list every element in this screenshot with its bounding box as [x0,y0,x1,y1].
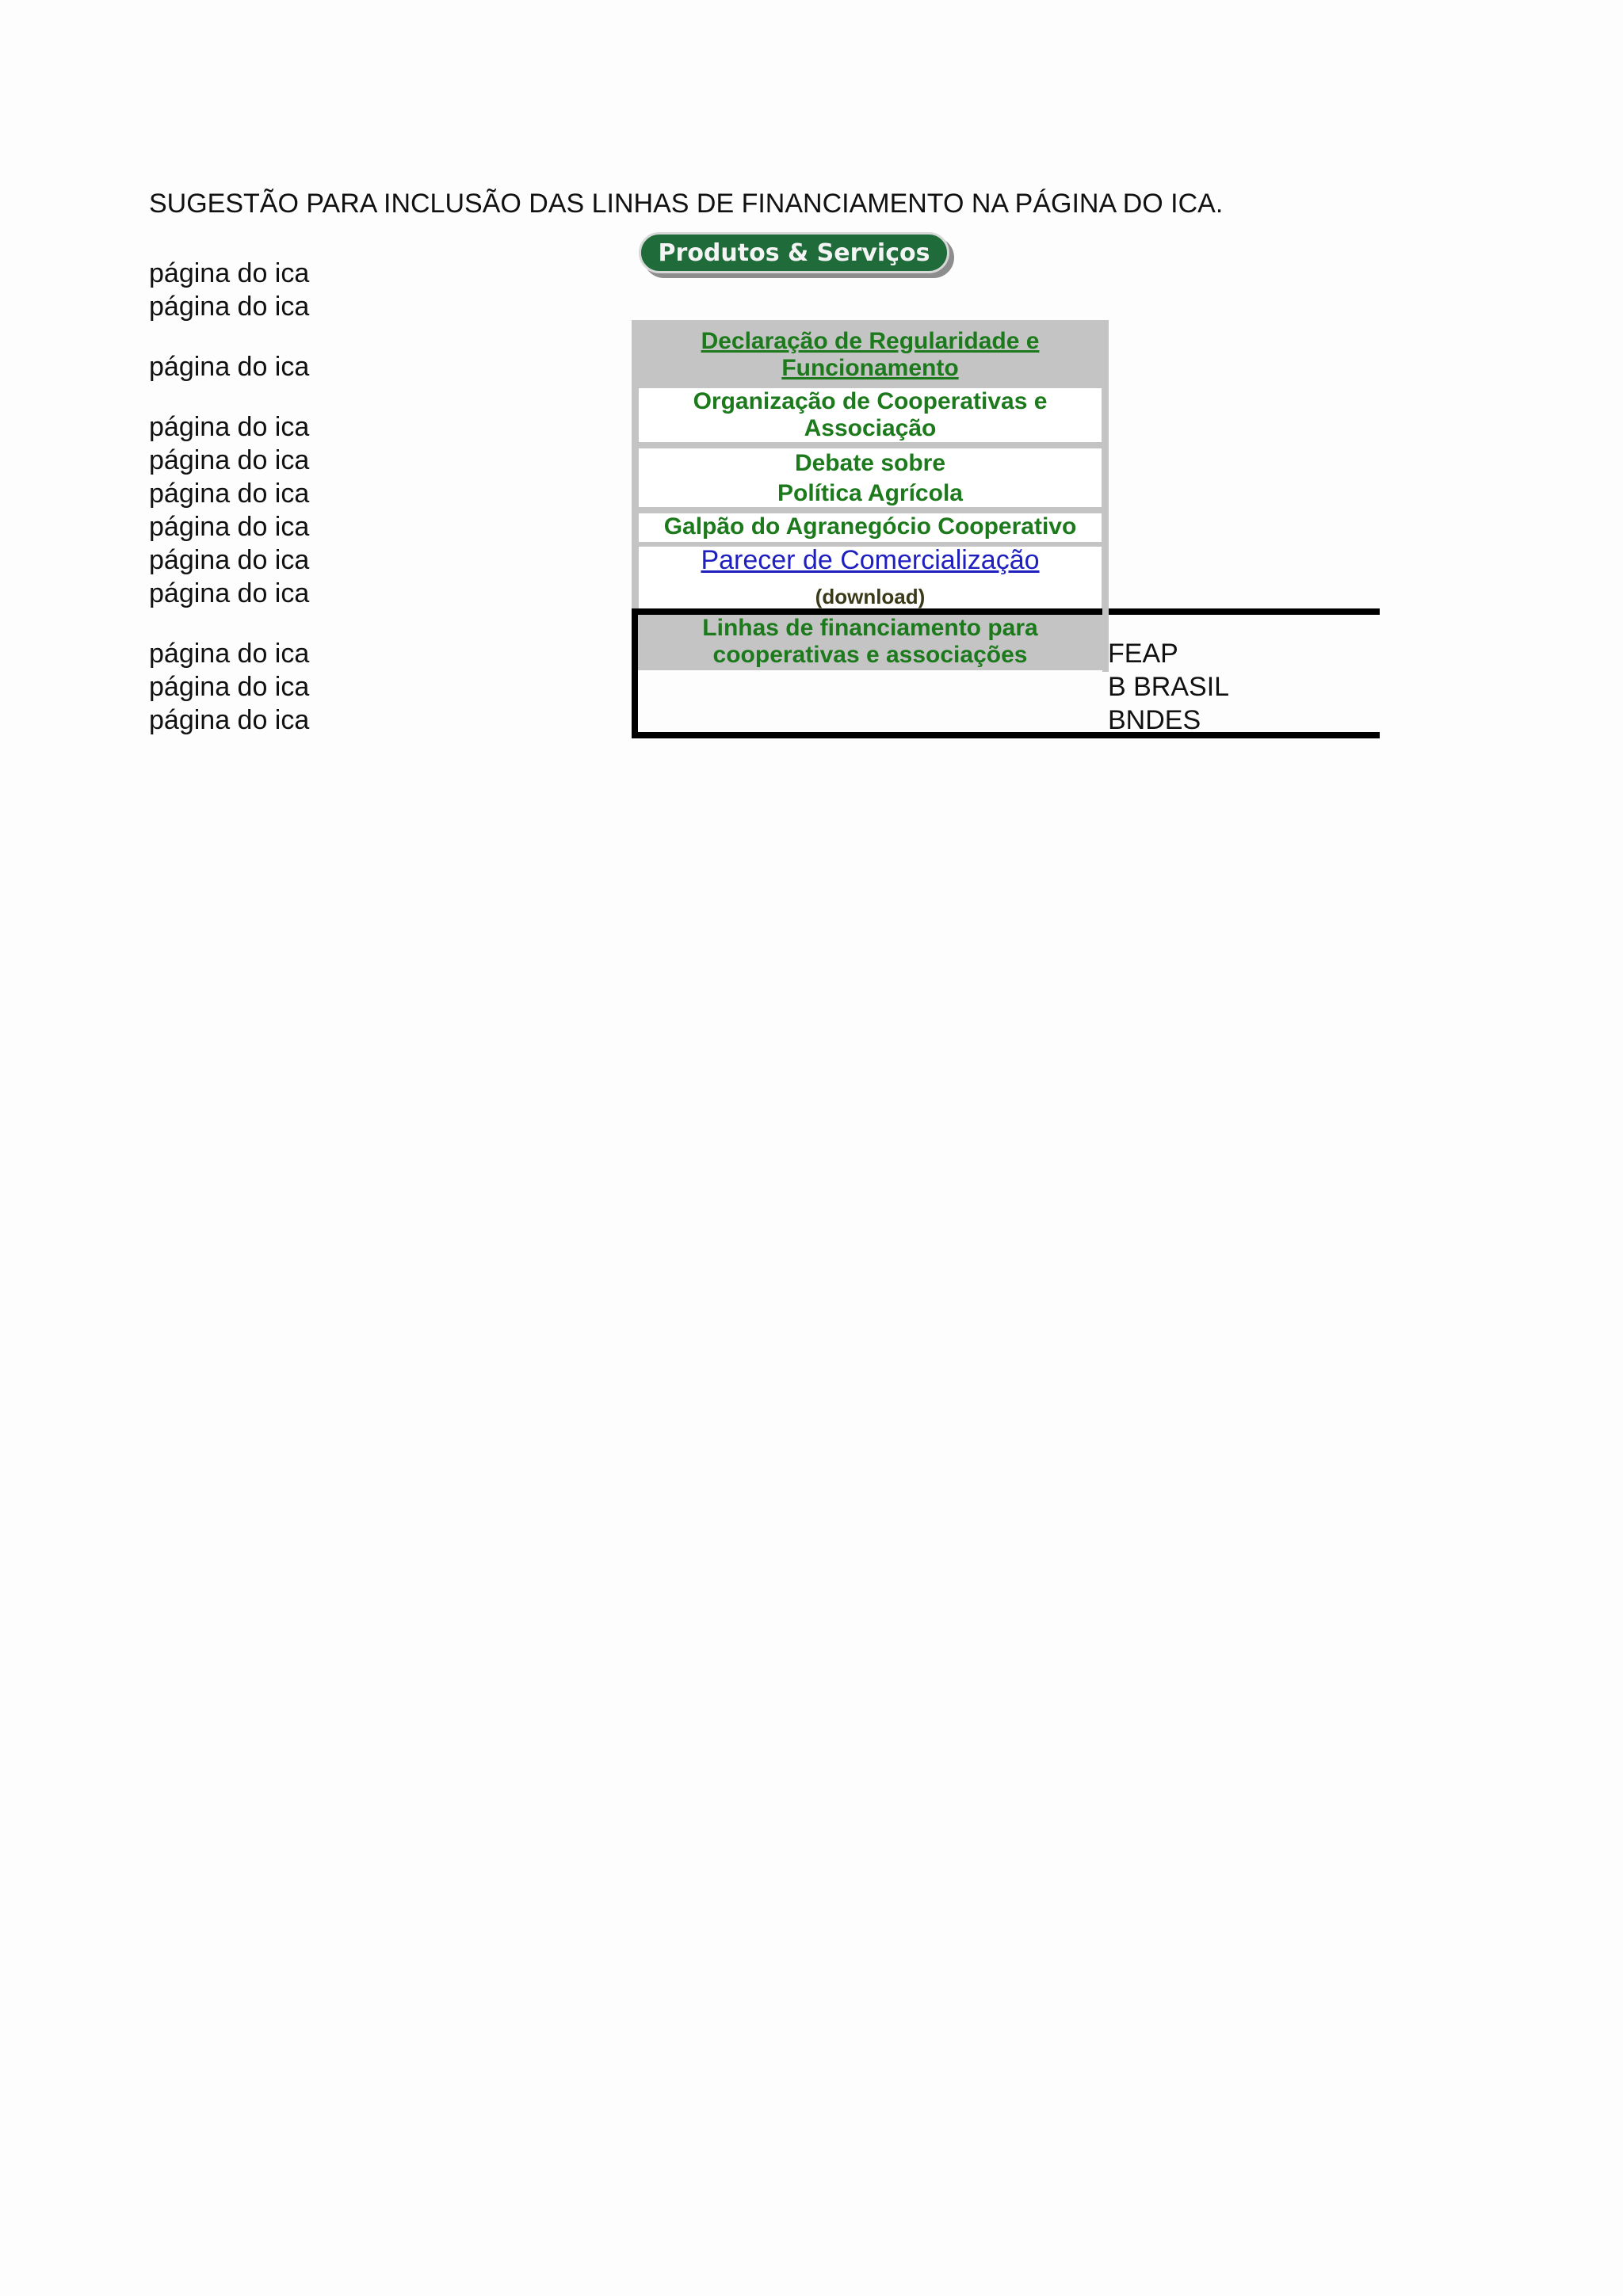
row-label: página do ica [149,512,310,542]
menu-item-galpao[interactable]: Galpão do Agranegócio Cooperativo [639,513,1102,542]
menu-item-organizacao[interactable]: Organização de Cooperativas e Associação [639,388,1102,442]
row-label: página do ica [149,672,310,702]
bank-bndes: BNDES [1108,705,1201,735]
row-label: página do ica [149,412,310,442]
menu-item-parecer-link[interactable]: Parecer de Comercialização [639,547,1102,608]
menu-item-declaracao[interactable]: Declaração de Regularidade e Funcionamento [639,326,1102,385]
bank-feap: FEAP [1108,639,1178,669]
row-label: página do ica [149,545,310,575]
row-label: página do ica [149,578,310,608]
row-label: página do ica [149,639,310,669]
menu-item-linhas-financiamento[interactable]: Linhas de financiamento para cooperativas e associações [702,615,1038,668]
row-label: página do ica [149,258,310,288]
row-label: página do ica [149,705,310,735]
row-label: página do ica [149,292,310,322]
menu-item-politica-agricola[interactable]: Política Agrícola [639,479,1102,507]
produtos-servicos-button[interactable]: Produtos & Serviços [639,232,949,273]
menu-item-debate[interactable]: Debate sobre [639,448,1102,479]
bank-b-brasil: B BRASIL [1108,672,1230,702]
row-label: página do ica [149,479,310,509]
download-link[interactable]: (download) [815,585,926,608]
row-label: página do ica [149,352,310,382]
row-label: página do ica [149,445,310,475]
page-title: SUGESTÃO PARA INCLUSÃO DAS LINHAS DE FINANCIAMENTO NA PÁGINA DO ICA. [149,189,1224,219]
